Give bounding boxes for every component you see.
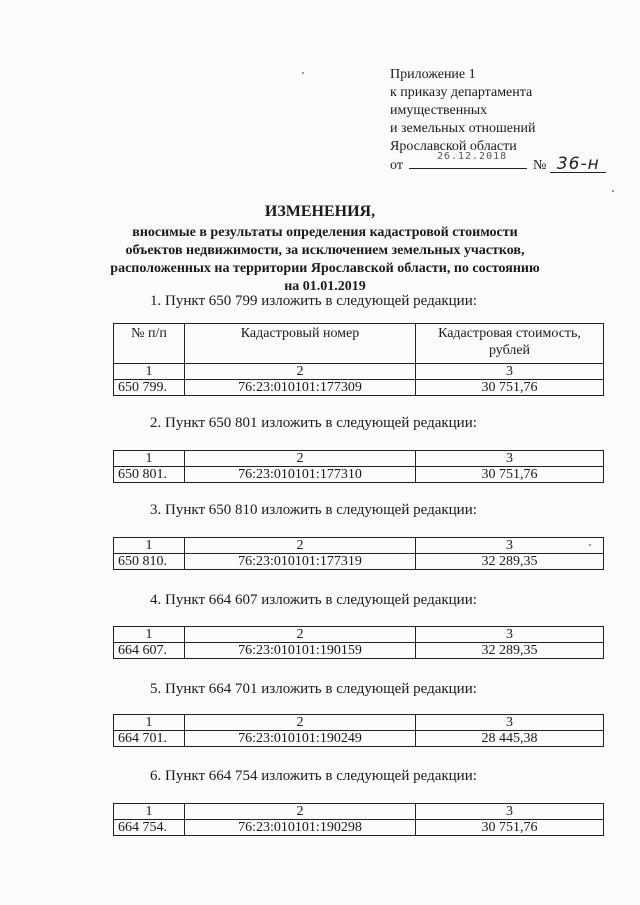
- column-number-row: [114, 804, 604, 820]
- cadastral-value-cell: 28 445,38: [416, 731, 604, 747]
- number-label: №: [532, 158, 547, 173]
- document-title: ИЗМЕНЕНИЯ,: [264, 203, 376, 220]
- order-number: 36-н: [550, 156, 606, 173]
- column-number-cell: 1: [114, 627, 185, 643]
- header-cell-cadastral-number: Кадастровый номер: [185, 324, 416, 364]
- column-number-cell: 3: [416, 364, 604, 380]
- column-number-row: [114, 627, 604, 643]
- value-table: [113, 803, 604, 836]
- table-row: [114, 380, 604, 396]
- column-number-cell: 2: [185, 804, 416, 820]
- from-label: от: [390, 158, 403, 173]
- cadastral-value-cell: 30 751,76: [416, 467, 604, 483]
- column-number-cell: 3: [416, 715, 604, 731]
- cadastral-number-cell: 76:23:010101:190298: [185, 820, 416, 836]
- column-number-cell: 2: [185, 627, 416, 643]
- appendix-line: имущественных: [390, 103, 488, 118]
- cadastral-value-cell: 32 289,35: [416, 643, 604, 659]
- header-cell-cadastral-value: Кадастровая стоимость, рублей: [416, 324, 604, 364]
- column-number-cell: 2: [185, 538, 416, 554]
- column-number-cell: 3: [416, 627, 604, 643]
- column-number-row: [114, 364, 604, 380]
- value-table: [113, 714, 604, 747]
- item-number-cell: 664 701.: [114, 731, 185, 747]
- item-number-cell: 664 607.: [114, 643, 185, 659]
- item-heading: 3. Пункт 650 810 изложить в следующей редакции:: [150, 502, 477, 518]
- value-table: [113, 626, 604, 659]
- cadastral-number-cell: 76:23:010101:190159: [185, 643, 416, 659]
- table-row: [114, 467, 604, 483]
- column-number-cell: 1: [114, 451, 185, 467]
- item-number-cell: 650 799.: [114, 380, 185, 396]
- column-number-cell: 1: [114, 715, 185, 731]
- appendix-line: Ярославской области: [390, 139, 517, 154]
- item-number-cell: 650 810.: [114, 554, 185, 570]
- column-number-cell: 1: [114, 364, 185, 380]
- column-number-cell: 2: [185, 364, 416, 380]
- cadastral-number-cell: 76:23:010101:190249: [185, 731, 416, 747]
- cadastral-value-cell: 32 289,35: [416, 554, 604, 570]
- column-number-cell: 2: [185, 451, 416, 467]
- cadastral-value-cell: 30 751,76: [416, 380, 604, 396]
- column-number-cell: 2: [185, 715, 416, 731]
- table-row: [114, 731, 604, 747]
- item-heading: 1. Пункт 650 799 изложить в следующей редакции:: [150, 293, 477, 309]
- column-number-cell: 3: [416, 538, 604, 554]
- item-number-cell: 650 801.: [114, 467, 185, 483]
- appendix-line: Приложение 1: [390, 67, 476, 82]
- table-row: [114, 643, 604, 659]
- column-number-row: [114, 538, 604, 554]
- cadastral-number-cell: 76:23:010101:177310: [185, 467, 416, 483]
- column-number-row: [114, 715, 604, 731]
- column-number-cell: 3: [416, 804, 604, 820]
- document-subtitle: вносимые в результаты определения кадастровой стоимости объектов недвижимости, за исключением земельных участков, расположенных на территории Ярославской области, по состоянию на 01.01.2019: [110, 225, 540, 294]
- date-blank: [409, 151, 527, 169]
- table-row: [114, 554, 604, 570]
- cadastral-number-cell: 76:23:010101:177319: [185, 554, 416, 570]
- item-number-cell: 664 754.: [114, 820, 185, 836]
- item-heading: 6. Пункт 664 754 изложить в следующей редакции:: [150, 768, 477, 784]
- table-row: [114, 820, 604, 836]
- appendix-date-line: [390, 151, 606, 175]
- value-table: [113, 323, 604, 396]
- header-cell-number: № п/п: [114, 324, 185, 364]
- column-number-cell: 1: [114, 804, 185, 820]
- cadastral-number-cell: 76:23:010101:177309: [185, 380, 416, 396]
- value-table: [113, 450, 604, 483]
- item-heading: 2. Пункт 650 801 изложить в следующей редакции:: [150, 415, 477, 431]
- column-number-cell: 3: [416, 451, 604, 467]
- appendix-line: к приказу департамента: [390, 85, 533, 100]
- column-number-cell: 1: [114, 538, 185, 554]
- stamp-date: 26.12.2018: [436, 151, 508, 162]
- item-heading: 5. Пункт 664 701 изложить в следующей редакции:: [150, 681, 477, 697]
- cadastral-value-cell: 30 751,76: [416, 820, 604, 836]
- table-header-row: [114, 324, 604, 364]
- value-table: [113, 537, 604, 570]
- appendix-block: [390, 66, 606, 175]
- appendix-line: и земельных отношений: [390, 121, 536, 136]
- column-number-row: [114, 451, 604, 467]
- item-heading: 4. Пункт 664 607 изложить в следующей редакции:: [150, 592, 477, 608]
